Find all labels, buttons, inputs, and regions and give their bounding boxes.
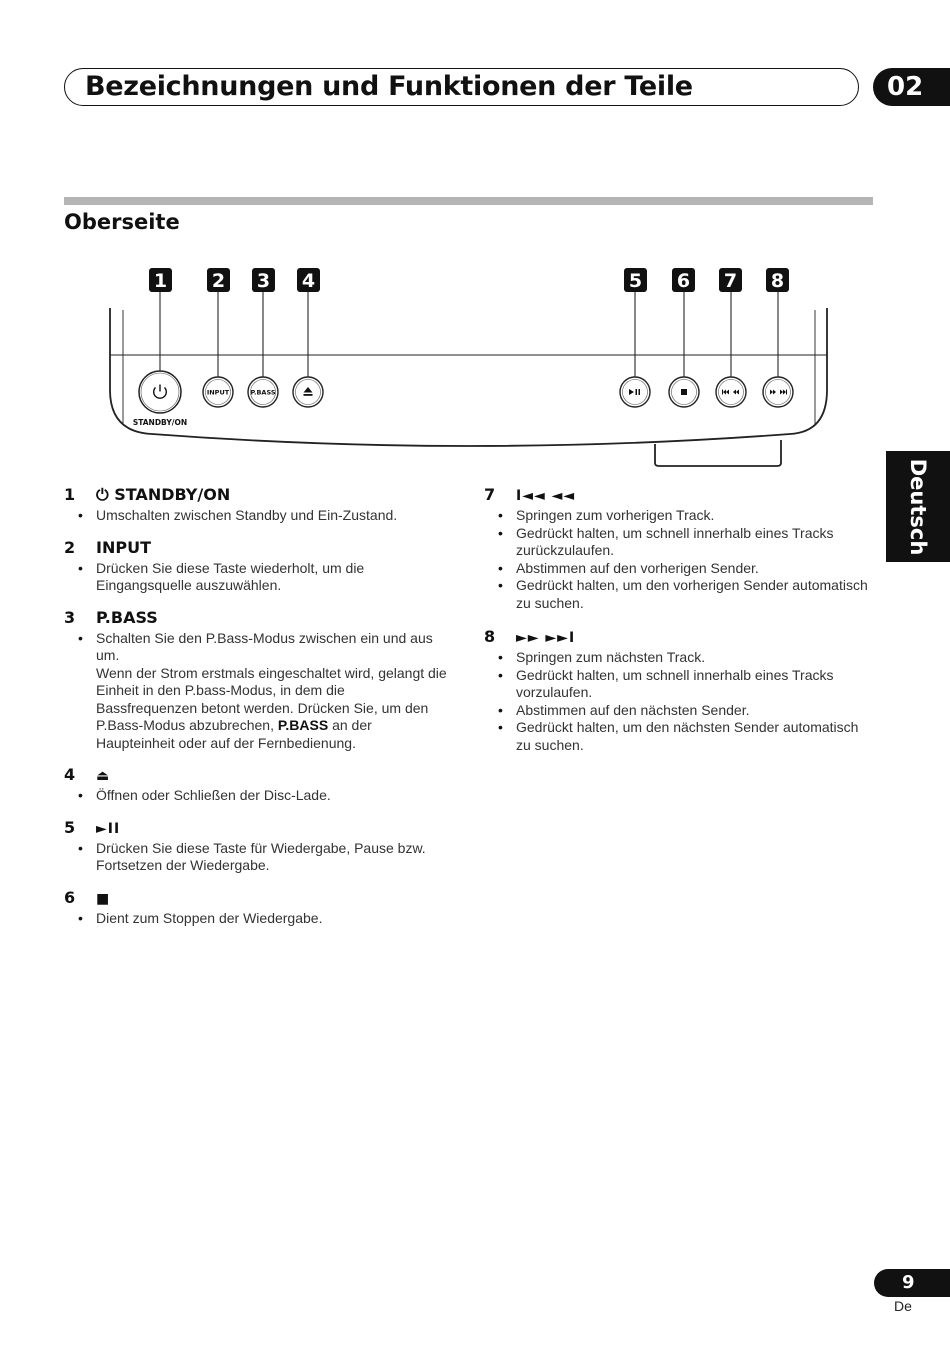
item-3 <box>64 607 449 753</box>
callout-label: 5 <box>628 270 643 292</box>
callout-label: 4 <box>301 270 316 292</box>
pbass-button-label: P.BASS <box>250 388 276 397</box>
standby-label: STANDBY/ON <box>132 418 188 427</box>
item-number: 1 <box>64 485 76 504</box>
item-heading <box>64 537 449 559</box>
callout-8 <box>766 268 789 292</box>
bullet: • Gedrückt halten, um den nächsten Sender automatisch zu suchen. <box>484 719 869 754</box>
bullet: • Gedrückt halten, um schnell innerhalb eines Tracks vorzulaufen. <box>484 667 869 702</box>
item-heading <box>64 484 449 506</box>
callout-1 <box>149 268 172 292</box>
bullet: • Abstimmen auf den vorherigen Sender. <box>484 560 869 578</box>
bullet-text: • Schalten Sie den P.Bass-Modus zwischen ein und aus um. <box>96 629 433 663</box>
item-6 <box>64 887 449 928</box>
play-pause-button <box>620 377 650 407</box>
pbass-button <box>248 377 278 407</box>
item-number: 3 <box>64 607 76 627</box>
bullet: • Springen zum nächsten Track. <box>484 649 869 667</box>
bullet-extra-text: Wenn der Strom erstmals eingeschaltet wird, gelangt die Einheit in den P.bass-Modus, in dem die Bassfrequenzen betont werden. Drücken Sie, um den P.Bass-Modus abzubrechen, <box>96 664 447 733</box>
item-heading <box>484 484 869 506</box>
item-heading <box>64 764 449 786</box>
item-4 <box>64 764 449 805</box>
language-tab-label: Deutsch <box>906 458 930 555</box>
item-number: 2 <box>64 537 76 557</box>
item-number: 5 <box>64 817 76 837</box>
item-number: 7 <box>484 485 496 504</box>
item-number: 4 <box>64 765 76 784</box>
language-tab <box>886 451 950 562</box>
bullet-extra-text: an der Haupteinheit oder auf der Fernbedienung. <box>96 717 372 751</box>
callout-5 <box>624 268 647 292</box>
bullet: • Drücken Sie diese Taste für Wiedergabe, Pause bzw. Fortsetzen der Wiedergabe. <box>64 840 449 875</box>
play-pause-icon: ►II <box>96 820 121 837</box>
section-title: Oberseite <box>64 210 180 234</box>
section-divider <box>64 197 873 205</box>
bullet: • Gedrückt halten, um schnell innerhalb eines Tracks zurückzulaufen. <box>484 525 869 560</box>
item-5 <box>64 817 449 875</box>
item-8 <box>484 626 869 754</box>
right-column <box>484 484 869 766</box>
input-button-label: INPUT <box>206 388 230 397</box>
callout-label: 1 <box>153 270 168 292</box>
next-forward-button <box>763 377 793 407</box>
item-number: 8 <box>484 627 496 646</box>
bullet: • Dient zum Stoppen der Wiedergabe. <box>64 910 449 928</box>
item-label: STANDBY/ON <box>114 485 231 504</box>
stop-button <box>669 377 699 407</box>
callout-4 <box>297 268 320 292</box>
eject-button <box>293 377 323 407</box>
chapter-number-badge: 02 <box>873 68 950 106</box>
callout-7 <box>719 268 742 292</box>
bullet: • Abstimmen auf den nächsten Sender. <box>484 702 869 720</box>
item-heading <box>484 626 869 648</box>
leader-lines <box>160 292 778 378</box>
callout-2 <box>207 268 230 292</box>
eject-icon: ⏏ <box>96 768 111 784</box>
bullet <box>64 630 449 753</box>
bullet-extra <box>96 665 449 753</box>
item-heading <box>64 817 449 839</box>
bullet: • Gedrückt halten, um den vorherigen Sender automatisch zu suchen. <box>484 577 869 612</box>
bullet: • Umschalten zwischen Standby und Ein-Zustand. <box>64 507 449 525</box>
callout-label: 7 <box>723 270 738 292</box>
callout-6 <box>672 268 695 292</box>
item-7 <box>484 484 869 612</box>
chapter-header <box>64 68 859 106</box>
input-button <box>203 377 233 407</box>
bullet: • Springen zum vorherigen Track. <box>484 507 869 525</box>
item-number: 6 <box>64 887 76 907</box>
bullet: • Drücken Sie diese Taste wiederholt, um die Eingangsquelle auszuwählen. <box>64 560 449 595</box>
callout-3 <box>252 268 275 292</box>
power-icon: ⏻ <box>96 485 109 504</box>
standby-button <box>139 371 181 413</box>
page-language: De <box>894 1298 912 1314</box>
item-label: INPUT <box>96 537 151 557</box>
page-number: 9 <box>874 1269 950 1297</box>
item-heading <box>64 887 449 909</box>
callout-label: 8 <box>770 270 785 292</box>
callout-label: 3 <box>256 270 271 292</box>
top-panel-diagram <box>0 260 880 475</box>
callout-label: 6 <box>676 270 691 292</box>
item-1 <box>64 484 449 525</box>
stop-icon: ■ <box>96 890 111 907</box>
bullet: • Öffnen oder Schließen der Disc-Lade. <box>64 787 449 805</box>
callout-label: 2 <box>211 270 226 292</box>
item-label: P.BASS <box>96 607 158 627</box>
item-heading <box>64 607 449 629</box>
pbass-emphasis: P.BASS <box>277 717 329 733</box>
previous-rewind-icon: I◄◄ ◄◄ <box>516 488 576 504</box>
item-2 <box>64 537 449 595</box>
left-column <box>64 484 449 939</box>
page-title: Bezeichnungen und Funktionen der Teile <box>85 71 693 102</box>
previous-rewind-button <box>716 377 746 407</box>
next-forward-icon: ►► ►►I <box>516 630 576 646</box>
